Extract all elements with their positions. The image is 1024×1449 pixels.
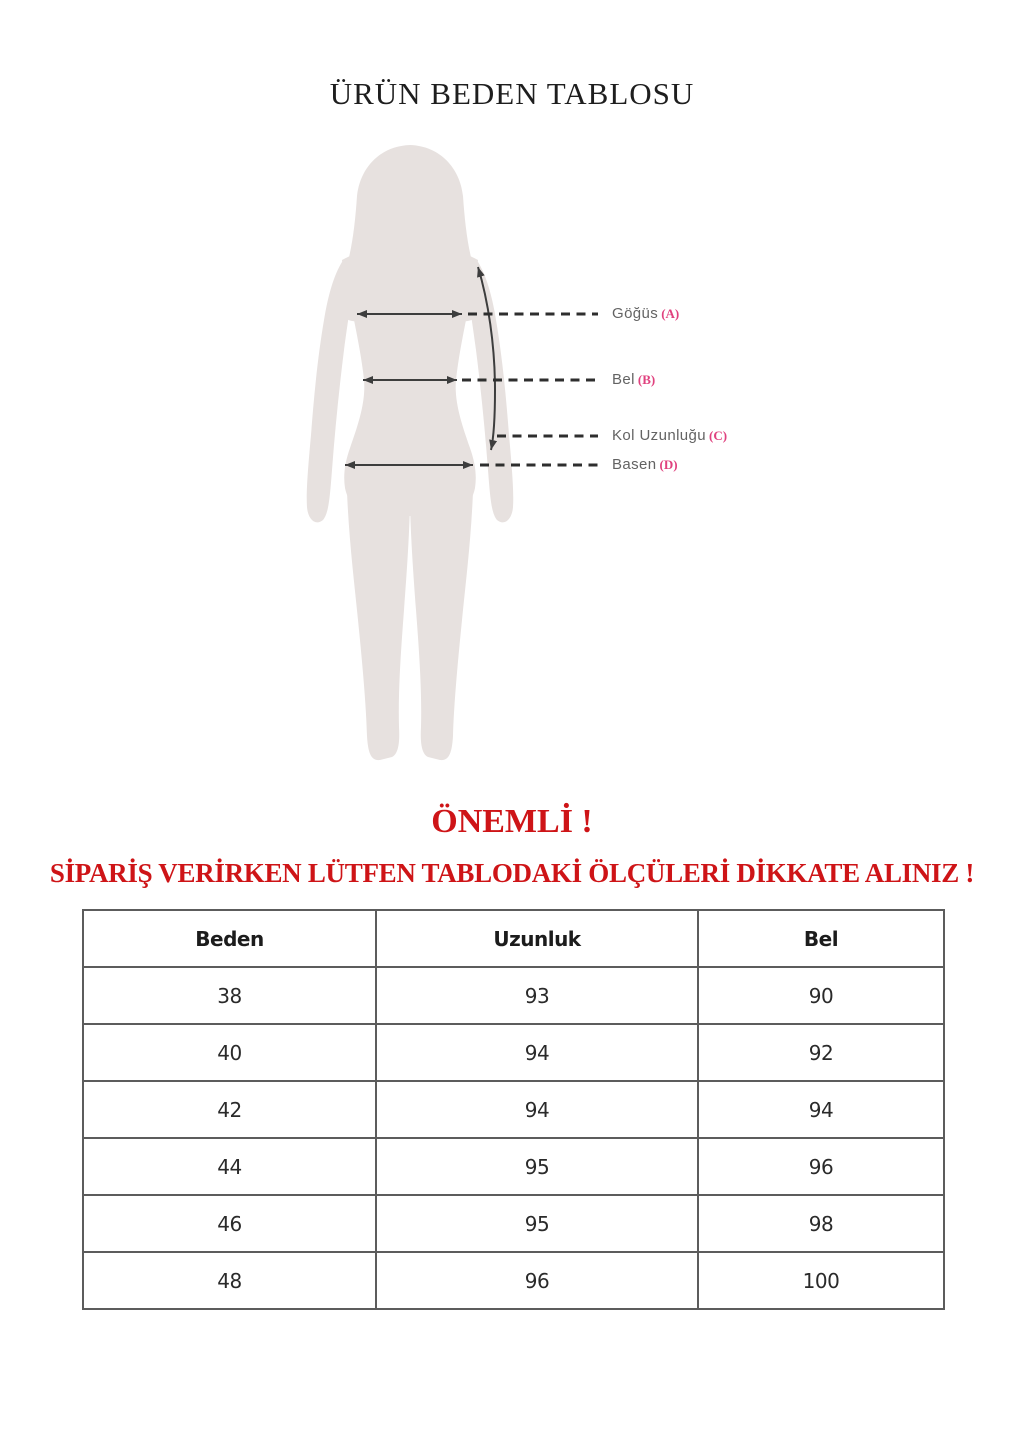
cell-length: 93 [376, 967, 698, 1024]
hip-label-text: Basen [612, 456, 657, 473]
size-table [82, 909, 945, 1310]
column-header-beden: Beden [83, 910, 376, 967]
arm-label-text: Kol Uzunluğu [612, 427, 707, 444]
measurement-label-arm [612, 426, 727, 446]
cell-size: 48 [83, 1252, 376, 1309]
hip-marker-d: (D) [659, 457, 678, 472]
chest-marker-a: (A) [661, 306, 680, 321]
table-row [83, 1195, 944, 1252]
table-row [83, 1252, 944, 1309]
measurement-label-hip [612, 455, 678, 475]
cell-waist: 90 [698, 967, 944, 1024]
cell-length: 94 [376, 1081, 698, 1138]
female-body-silhouette [307, 145, 514, 760]
table-row [83, 1138, 944, 1195]
cell-waist: 96 [698, 1138, 944, 1195]
cell-length: 96 [376, 1252, 698, 1309]
waist-marker-b: (B) [637, 372, 656, 387]
table-row [83, 1024, 944, 1081]
cell-size: 44 [83, 1138, 376, 1195]
table-row [83, 967, 944, 1024]
chest-label-text: Göğüs [612, 305, 659, 322]
cell-waist: 98 [698, 1195, 944, 1252]
warning-instruction: SİPARİŞ VERİRKEN LÜTFEN TABLODAKİ ÖLÇÜLERİ DİKKATE ALINIZ ! [49, 858, 975, 888]
cell-waist: 92 [698, 1024, 944, 1081]
measurement-label-waist [612, 370, 655, 390]
cell-length: 95 [376, 1195, 698, 1252]
column-header-bel: Bel [698, 910, 944, 967]
table-row [83, 1081, 944, 1138]
cell-length: 94 [376, 1024, 698, 1081]
important-heading: ÖNEMLİ ! [431, 803, 593, 840]
cell-waist: 94 [698, 1081, 944, 1138]
measurement-label-chest [612, 304, 679, 324]
waist-label-text: Bel [612, 371, 635, 388]
cell-size: 42 [83, 1081, 376, 1138]
arm-marker-c: (C) [709, 428, 728, 443]
column-header-uzunluk: Uzunluk [376, 910, 698, 967]
cell-length: 95 [376, 1138, 698, 1195]
cell-size: 46 [83, 1195, 376, 1252]
cell-size: 38 [83, 967, 376, 1024]
cell-waist: 100 [698, 1252, 944, 1309]
page-title: ÜRÜN BEDEN TABLOSU [329, 76, 695, 111]
cell-size: 40 [83, 1024, 376, 1081]
size-table-header-row [83, 910, 944, 967]
